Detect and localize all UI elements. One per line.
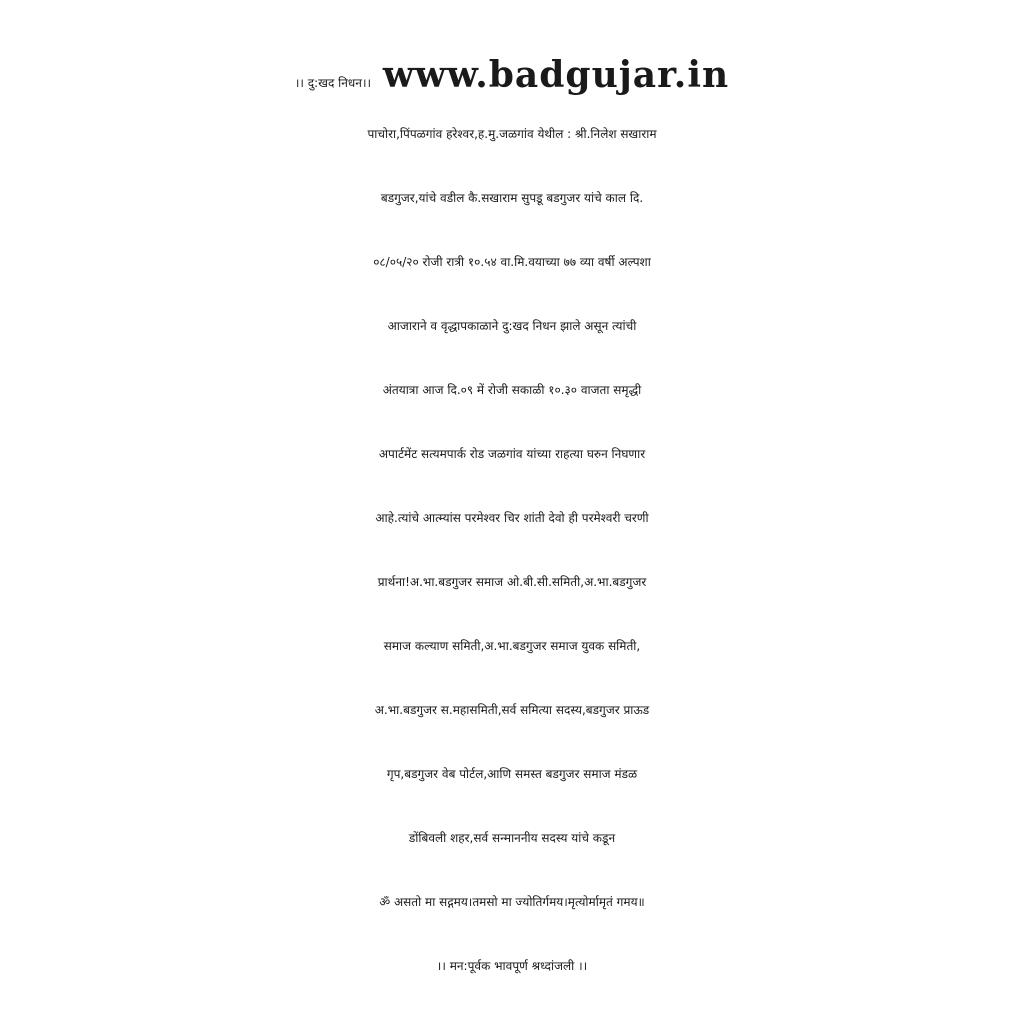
notice-line: गृप,बडगुजर वेब पोर्टल,आणि समस्त बडगुजर समाज मंडळ — [386, 767, 638, 781]
notice-line: आहे.त्यांचे आत्म्यांस परमेश्वर चिर शांती देवो ही परमेश्वरी चरणी — [375, 511, 649, 525]
notice-line: अंतयात्रा आज दि.०९ में रोजी सकाळी १०.३० वाजता समृद्धी — [382, 383, 642, 397]
notice-heading — [0, 48, 1024, 102]
notice-line: डोंबिवली शहर,सर्व सन्माननीय सदस्य यांचे कडून — [408, 831, 616, 845]
notice-line: ०८/०५/२० रोजी रात्री १०.५४ वा.मि.वयाच्या ७७ व्या वर्षी अल्पशा — [373, 255, 651, 269]
website-name: www.badgujar.in — [382, 54, 730, 96]
notice-line: अ.भा.बडगुजर स.महासमिती,सर्व समित्या सदस्य,बडगुजर प्राऊड — [374, 703, 650, 717]
notice-line: समाज कल्याण समिती,अ.भा.बडगुजर समाज युवक समिती, — [383, 639, 641, 653]
notice-line: आजाराने व वृद्धापकाळाने दु:खद निधन झाले असून त्यांची — [387, 319, 637, 333]
notice-line: पाचोरा,पिंपळगांव हरेश्वर,ह.मु.जळगांव येथील : श्री.निलेश सखाराम — [367, 127, 657, 141]
notice-title: ।। दु:खद निधन।। — [294, 76, 372, 90]
notice-line: प्रार्थना!अ.भा.बडगुजर समाज ओ.बी.सी.समिती,अ.भा.बडगुजर — [377, 575, 647, 589]
notice-line: बडगुजर,यांचे वडील कै.सखाराम सुपडू बडगुजर यांचे काल दि. — [380, 191, 644, 205]
prayer-line: ॐ असतो मा सद्गमय।तमसो मा ज्योतिर्गमय।मृत्योर्मामृतं गमय॥ — [379, 895, 645, 909]
tribute-line: ।। मन:पूर्वक भावपूर्ण श्रध्दांजली ।। — [436, 959, 588, 973]
notice-line: अपार्टमेंट सत्यमपार्क रोड जळगांव यांच्या राहत्या घरुन निघणार — [378, 447, 646, 461]
